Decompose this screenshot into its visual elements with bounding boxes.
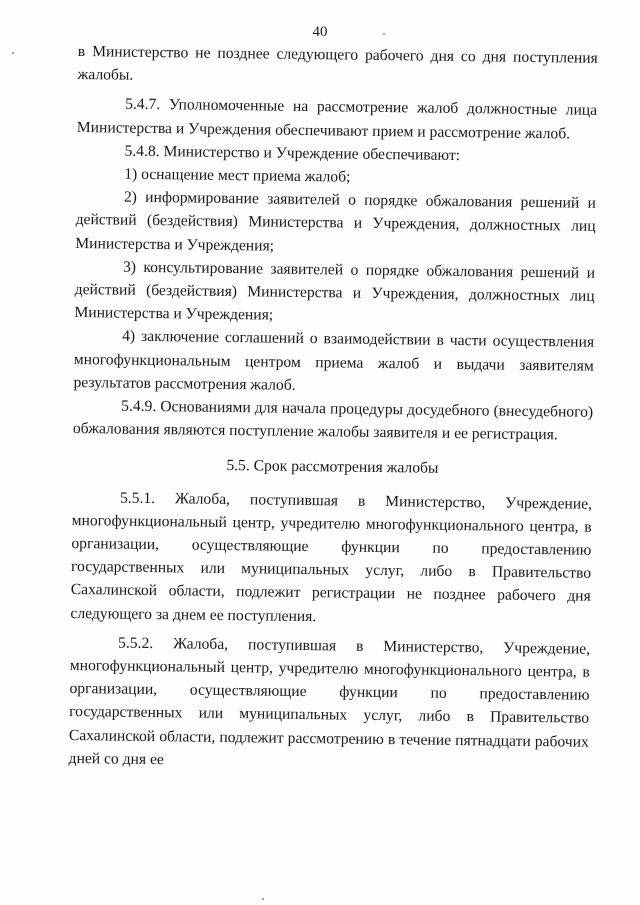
scan-speck: [383, 33, 385, 35]
list-item-1: 1) оснащение мест приема жалоб;: [124, 165, 351, 186]
section-heading: 5.5. Срок рассмотрения жалобы: [226, 457, 439, 478]
scan-speck: [12, 52, 14, 54]
document-body: [68, 40, 598, 777]
list-item-3: 3) консультирование заявителей о порядке обжалования решений и действий (бездействия) Министерства и Учреждения, должностных лиц Министерства и Учреждения;: [74, 258, 596, 324]
paragraph-5-5-2: 5.5.2. Жалоба, поступившая в Министерство, Учреждение, многофункциональный центр, учредителю многофункционального центра, в организации, осуществляющие функции по предоставлению государственных или муниципальных услуг, либо в Правительство Сахалинской области, подлежит рассмотрению в течение пятнадцати рабочих дней со дня ее: [68, 634, 591, 769]
paragraph-5-4-7: 5.4.7. Уполномоченные на рассмотрение жалоб должностные лица Министерства и Учреждения обеспечивают прием и рассмотрение жалоб.: [76, 96, 598, 143]
paragraph-5-4-8: 5.4.8. Министерство и Учреждение обеспечивают:: [124, 142, 461, 164]
page-number: 40: [312, 24, 328, 40]
list-item-4: 4) заключение соглашений о взаимодействии в части осуществления многофункциональным центром приема жалоб и выдачи заявителям результатов рассмотрения жалоб.: [73, 328, 595, 394]
list-item-2: 2) информирование заявителей о порядке обжалования решений и действий (бездействия) Министерства и Учреждения, должностных лиц Министерства и Учреждения;: [75, 188, 597, 255]
paragraph-continuation: в Министерство не позднее следующего рабочего дня со дня поступления жалобы.: [77, 42, 598, 84]
paragraph-5-5-1: 5.5.1. Жалоба, поступившая в Министерство, Учреждение, многофункциональный центр, учредителю многофункционального центра, в организации, осуществляющие функции по предоставлению государственных или муниципальных услуг, либо в Правительство Сахалинской области, подлежит регистрации не позднее рабочего дня следующего за днем ее поступления.: [70, 489, 593, 625]
scan-speck: [262, 898, 264, 900]
paragraph-5-4-9: 5.4.9. Основаниями для начала процедуры досудебного (внесудебного) обжалования являются поступление жалобы заявителя и ее регистрация.: [72, 397, 594, 444]
